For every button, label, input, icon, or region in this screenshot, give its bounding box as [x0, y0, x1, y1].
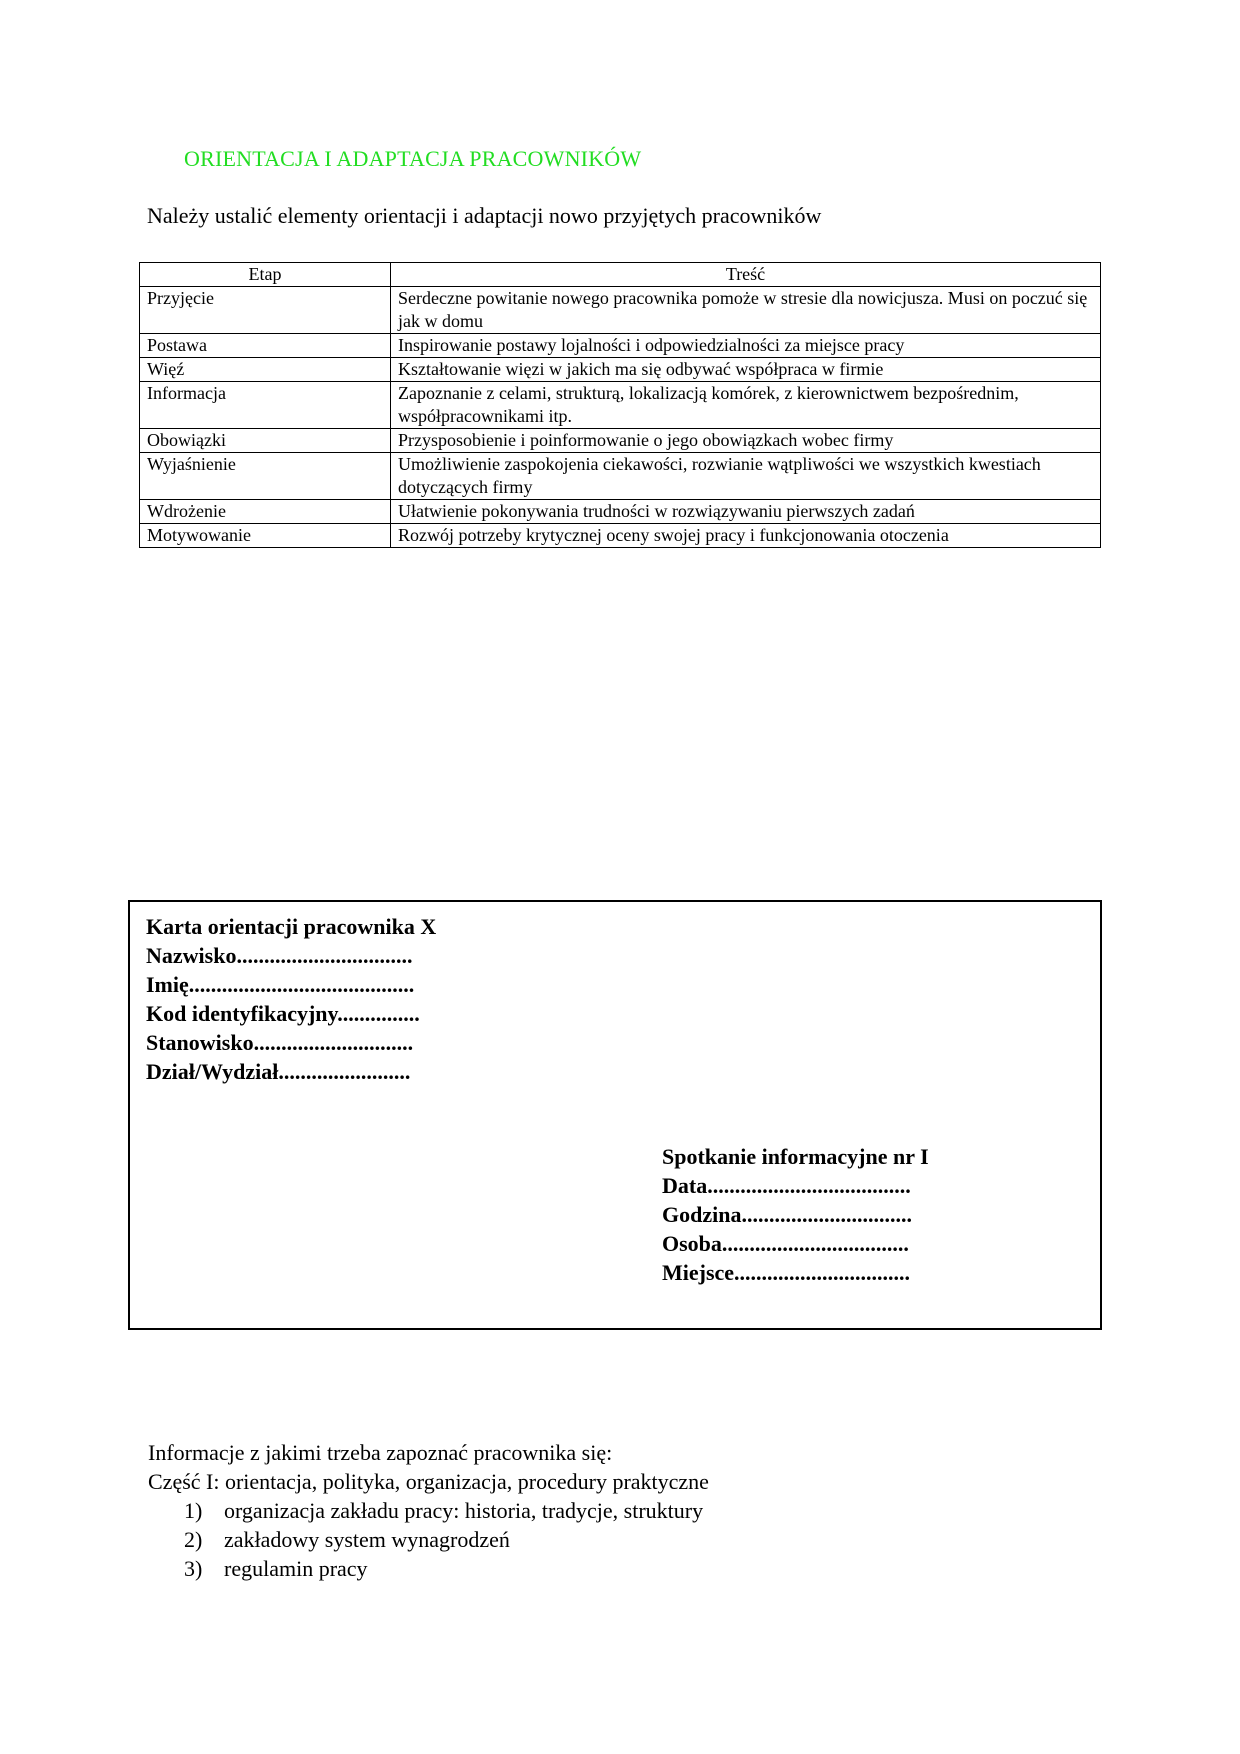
info-part-heading: Część I: orientacja, polityka, organizacja, procedury praktyczne [148, 1469, 709, 1494]
list-item-text: regulamin pracy [224, 1556, 368, 1581]
list-item-text: organizacja zakładu pracy: historia, tradycje, struktury [224, 1498, 704, 1523]
stage-cell: Obowiązki [140, 429, 391, 453]
column-header-content: Treść [391, 263, 1101, 287]
table-row [140, 334, 1101, 358]
content-cell: Kształtowanie więzi w jakich ma się odbywać współpraca w firmie [391, 358, 1101, 382]
stage-cell: Motywowanie [140, 524, 391, 548]
table-row [140, 382, 1101, 429]
position-field: Stanowisko............................. [146, 1030, 414, 1055]
stage-cell: Postawa [140, 334, 391, 358]
info-heading: Informacje z jakimi trzeba zapoznać pracownika się: [148, 1440, 613, 1465]
stage-cell: Wyjaśnienie [140, 453, 391, 500]
stage-cell: Przyjęcie [140, 287, 391, 334]
table-row [140, 524, 1101, 548]
orientation-card [128, 900, 1102, 1330]
table-row [140, 453, 1101, 500]
card-title: Karta orientacji pracownika X [146, 914, 437, 939]
content-cell: Zapoznanie z celami, strukturą, lokalizacją komórek, z kierownictwem bezpośrednim, współpracownikami itp. [391, 382, 1101, 429]
column-header-stage: Etap [140, 263, 391, 287]
info-list [148, 1496, 709, 1583]
meeting-title: Spotkanie informacyjne nr I [662, 1144, 929, 1169]
content-cell: Serdeczne powitanie nowego pracownika pomoże w stresie dla nowicjusza. Musi on poczuć się jak w domu [391, 287, 1101, 334]
content-cell: Przysposobienie i poinformowanie o jego obowiązkach wobec firmy [391, 429, 1101, 453]
time-field: Godzina............................... [662, 1202, 912, 1227]
list-item-number: 3) [184, 1556, 203, 1581]
stage-cell: Wdrożenie [140, 500, 391, 524]
content-cell: Umożliwienie zaspokojenia ciekawości, rozwianie wątpliwości we wszystkich kwestiach dotyczących firmy [391, 453, 1101, 500]
list-item-number: 1) [184, 1498, 203, 1523]
department-field: Dział/Wydział........................ [146, 1059, 411, 1084]
stage-cell: Informacja [140, 382, 391, 429]
employee-details [146, 912, 436, 1086]
meeting-details [662, 1142, 929, 1287]
table-row [140, 358, 1101, 382]
surname-field: Nazwisko................................ [146, 943, 413, 968]
content-cell: Ułatwienie pokonywania trudności w rozwiązywaniu pierwszych zadań [391, 500, 1101, 524]
list-item-number: 2) [184, 1527, 203, 1552]
table-row [140, 500, 1101, 524]
place-field: Miejsce................................ [662, 1260, 911, 1285]
info-section [148, 1438, 709, 1583]
date-field: Data..................................... [662, 1173, 911, 1198]
stage-cell: Więź [140, 358, 391, 382]
content-cell: Rozwój potrzeby krytycznej oceny swojej pracy i funkcjonowania otoczenia [391, 524, 1101, 548]
content-cell: Inspirowanie postawy lojalności i odpowiedzialności za miejsce pracy [391, 334, 1101, 358]
intro-text: Należy ustalić elementy orientacji i adaptacji nowo przyjętych pracowników [147, 203, 822, 228]
person-field: Osoba.................................. [662, 1231, 909, 1256]
document-title: ORIENTACJA I ADAPTACJA PRACOWNIKÓW [184, 146, 642, 171]
list-item [148, 1496, 709, 1525]
list-item [148, 1554, 709, 1583]
list-item-text: zakładowy system wynagrodzeń [224, 1527, 510, 1552]
stages-table [139, 262, 1101, 548]
list-item [148, 1525, 709, 1554]
first-name-field: Imię......................................... [146, 972, 415, 997]
table-header-row [140, 263, 1101, 287]
table-row [140, 287, 1101, 334]
table-row [140, 429, 1101, 453]
id-code-field: Kod identyfikacyjny............... [146, 1001, 420, 1026]
